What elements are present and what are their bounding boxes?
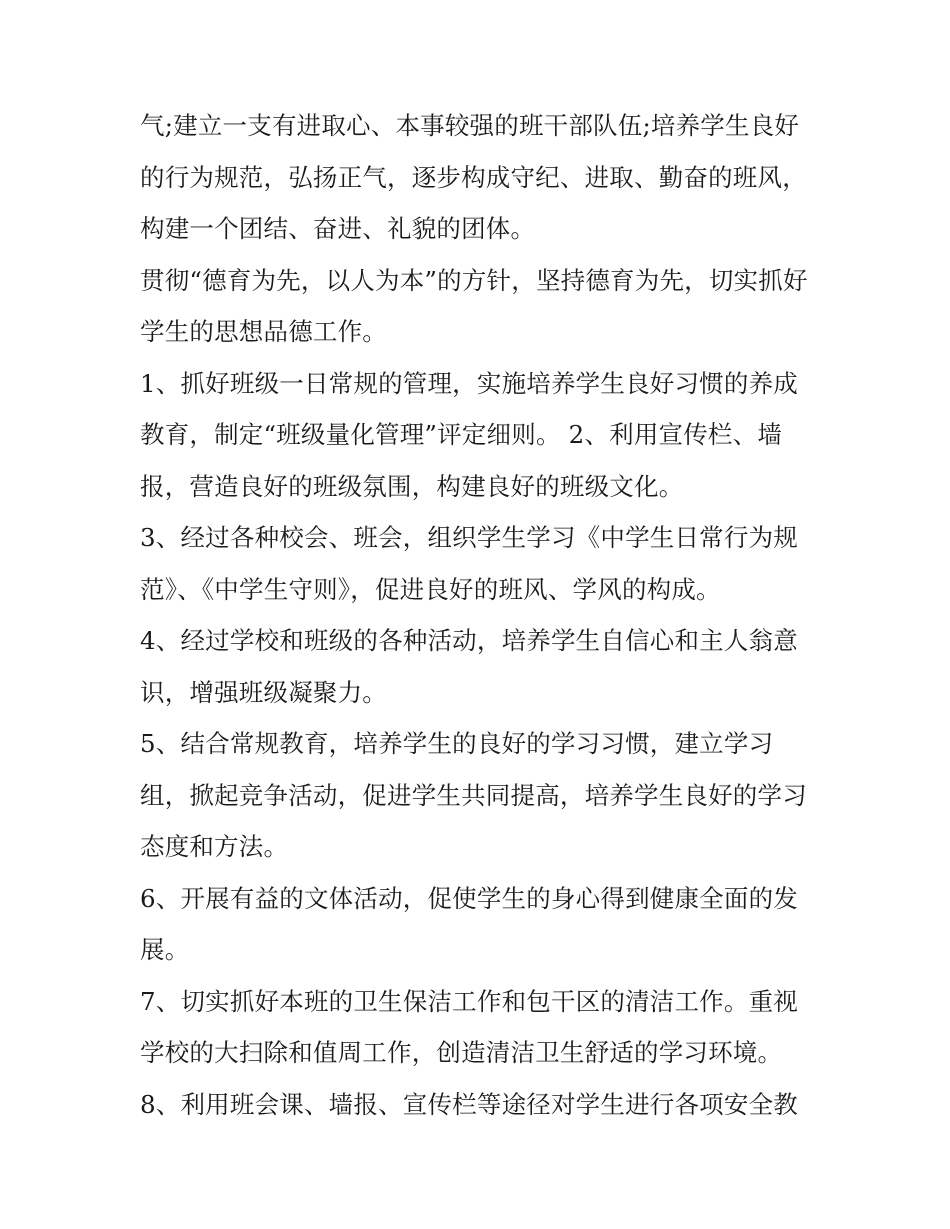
text-line: 学校的大扫除和值周工作，创造清洁卫生舒适的学习环境。: [140, 1038, 783, 1067]
text-line: 1、抓好班级一日常规的管理，实施培养学生良好习惯的养成: [140, 368, 798, 398]
text-line: 组，掀起竞争活动，促进学生共同提高，培养学生良好的学习: [140, 780, 807, 810]
text-line: 教育，制定“班级量化管理”评定细则。 2、利用宣传栏、墙: [140, 420, 783, 449]
text-line: 识，增强班级凝聚力。: [140, 677, 387, 707]
text-line: 的行为规范，弘扬正气，逐步构成守纪、进取、勤奋的班风，: [140, 162, 807, 192]
text-line: 3、经过各种校会、班会，组织学生学习《中学生日常行为规: [140, 523, 798, 552]
text-line: 气;建立一支有进取心、本事较强的班干部队伍;培养学生良好: [140, 111, 800, 140]
text-line: 5、结合常规教育，培养学生的良好的学习习惯，建立学习: [140, 729, 774, 758]
text-line: 范》、《中学生守则》，促进良好的班风、学风的构成。: [140, 574, 721, 604]
text-line: 8、利用班会课、墙报、宣传栏等途径对学生进行各项安全教: [140, 1089, 798, 1119]
document-body: [140, 100, 820, 1130]
text-line: 学生的思想品德工作。: [140, 317, 387, 346]
text-line: 7、切实抓好本班的卫生保洁工作和包干区的清洁工作。重视: [140, 986, 798, 1016]
text-line: 构建一个团结、奋进、礼貌的团体。: [140, 214, 536, 243]
text-line: 态度和方法。: [140, 832, 289, 861]
text-line: 6、开展有益的文体活动，促使学生的身心得到健康全面的发: [140, 883, 798, 913]
text-line: 展。: [140, 935, 190, 964]
text-line: 4、经过学校和班级的各种活动，培养学生自信心和主人翁意: [140, 626, 798, 655]
text-line: 报，营造良好的班级氛围，构建良好的班级文化。: [140, 471, 684, 501]
text-line: 贯彻“德育为先，以人为本”的方针，坚持德育为先，切实抓好: [140, 265, 808, 295]
